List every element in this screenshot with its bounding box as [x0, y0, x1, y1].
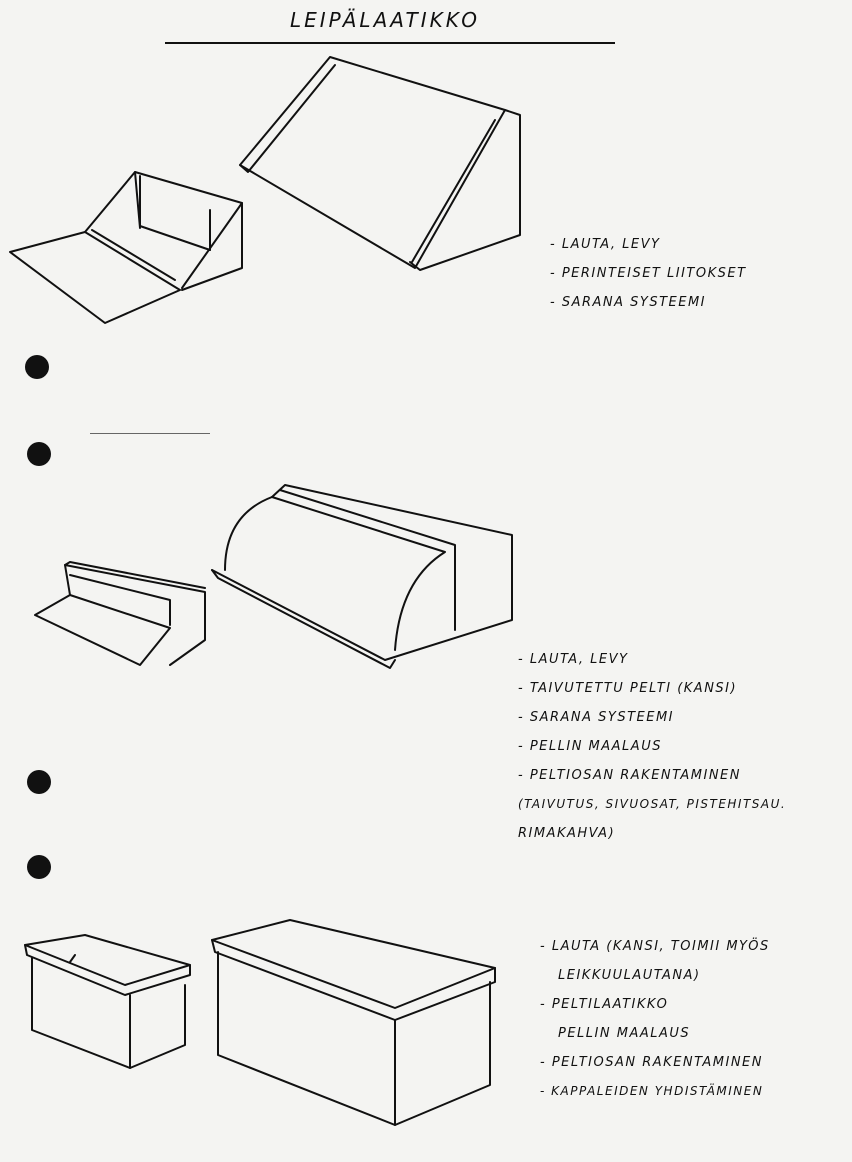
note-item: - LAUTA, LEVY	[550, 237, 661, 252]
bullet-dot-icon	[27, 855, 51, 879]
note-item: - LAUTA (KANSI, TOIMII MYÖS	[540, 939, 770, 954]
sketch-rolltop-box	[212, 485, 512, 668]
page-title: LEIPÄLAATIKKO	[290, 8, 481, 32]
section2-notes	[518, 645, 786, 848]
section1-notes	[550, 230, 747, 317]
note-item: - SARANA SYSTEEMI	[518, 710, 675, 725]
note-item: LEIKKUULAUTANA)	[558, 968, 701, 983]
note-item: - SARANA SYSTEEMI	[550, 295, 707, 310]
note-item: RIMAKAHVA)	[518, 826, 616, 841]
note-item: - PERINTEISET LIITOKSET	[550, 266, 747, 281]
sketch-open-box-2	[35, 562, 205, 665]
sketch-sloped-box	[240, 57, 520, 270]
bullet-dot-icon	[27, 770, 51, 794]
bullet-dot-icon	[25, 355, 49, 379]
bullet-dot-icon	[27, 442, 51, 466]
note-item: - LAUTA, LEVY	[518, 652, 629, 667]
note-item: (TAIVUTUS, SIVUOSAT, PISTEHITSAU.	[518, 797, 787, 811]
note-item: - TAIVUTETTU PELTI (KANSI)	[518, 681, 738, 696]
note-item: - PELTIOSAN RAKENTAMINEN	[518, 768, 741, 783]
note-item: - PELTIOSAN RAKENTAMINEN	[540, 1055, 763, 1070]
note-item: - KAPPALEIDEN YHDISTÄMINEN	[540, 1084, 764, 1098]
sketch-open-box-1	[10, 172, 242, 323]
sketch-small-box-lid	[25, 935, 190, 1068]
note-item: PELLIN MAALAUS	[558, 1026, 691, 1041]
section3-notes	[540, 932, 770, 1106]
sketch-large-box-lid	[212, 920, 495, 1125]
note-item: - PELLIN MAALAUS	[518, 739, 662, 754]
note-item: - PELTILAATIKKO	[540, 997, 669, 1012]
